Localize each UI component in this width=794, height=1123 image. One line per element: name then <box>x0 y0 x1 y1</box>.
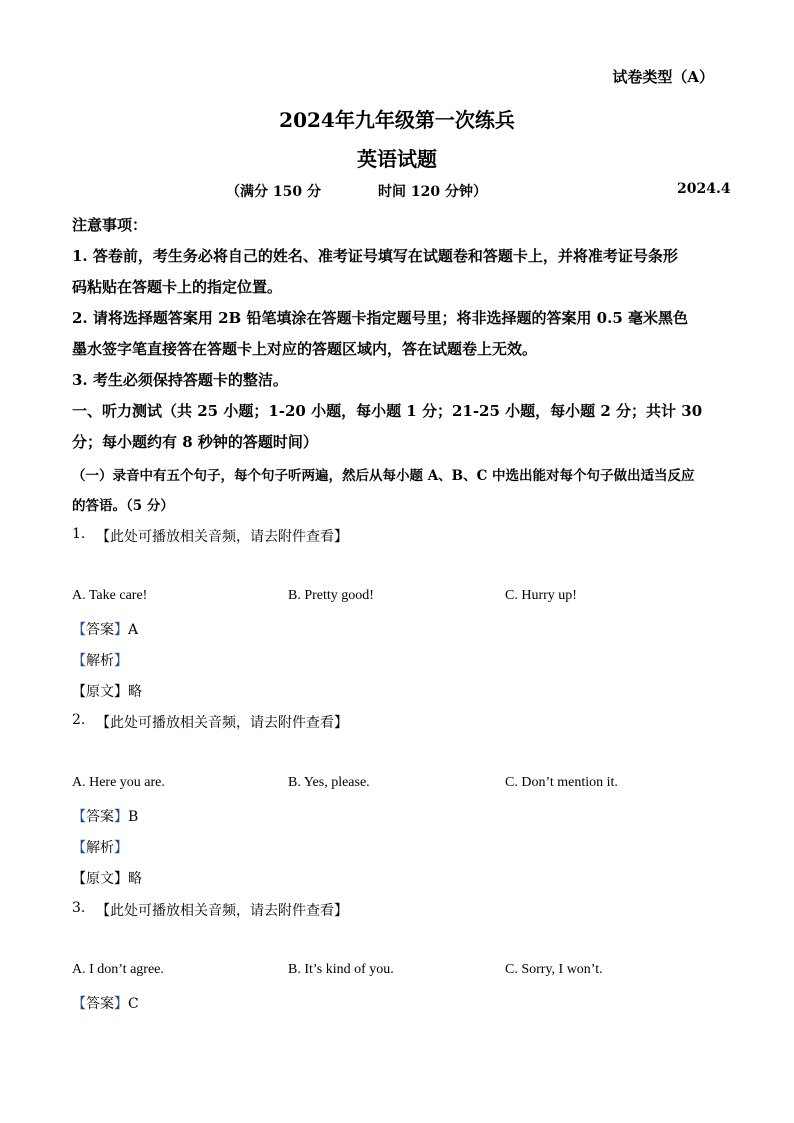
original-value: 略 <box>128 871 142 887</box>
note-2-line-1: 2. 请将选择题答案用 2B 铅笔填涂在答题卡指定题号里；将非选择题的答案用 0.5 毫米黑色 <box>72 309 688 327</box>
paper-type-label: 试卷类型（A） <box>612 68 714 86</box>
audio-placeholder: 【此处可播放相关音频，请去附件查看】 <box>96 715 348 731</box>
option-c: C. Sorry, I won’t. <box>505 962 603 977</box>
exam-date: 2024.4 <box>677 181 731 197</box>
analysis-row <box>72 650 128 670</box>
part-instructions-line-1: （一）录音中有五个句子，每个句子听两遍，然后从每小题 A、B、C 中选出能对每个句子做出适当反应 <box>72 468 695 484</box>
time-info: 时间 120 分钟） <box>378 184 487 200</box>
exam-subtitle: 英语试题 <box>357 147 437 171</box>
bracket-close: 】 <box>114 622 128 638</box>
audio-placeholder: 【此处可播放相关音频，请去附件查看】 <box>96 903 348 919</box>
answer-label: 答案 <box>86 996 114 1012</box>
bracket-open: 【 <box>72 653 86 669</box>
score-info: （满分 150 分 <box>226 184 321 200</box>
bracket-open: 【 <box>72 809 86 825</box>
bracket-close: 】 <box>114 996 128 1012</box>
answer-row <box>72 619 138 639</box>
bracket-close: 】 <box>114 840 128 856</box>
original-row <box>72 868 142 888</box>
bracket-close: 】 <box>114 871 128 887</box>
bracket-close: 】 <box>114 809 128 825</box>
bracket-open: 【 <box>72 622 86 638</box>
note-1-line-1: 1. 答卷前，考生务必将自己的姓名、准考证号填写在试题卷和答题卡上，并将准考证号条形 <box>72 247 678 265</box>
bracket-open: 【 <box>72 871 86 887</box>
answer-value: B <box>128 809 139 825</box>
answer-value: C <box>128 996 139 1012</box>
section-title-line-1: 一、听力测试（共 25 小题；1-20 小题，每小题 1 分；21-25 小题，每小题 2 分；共计 30 <box>72 402 703 420</box>
option-c: C. Don’t mention it. <box>505 775 618 790</box>
question-number: 3. <box>72 900 86 916</box>
notes-heading: 注意事项： <box>72 216 148 234</box>
analysis-label: 解析 <box>86 840 114 856</box>
answer-row <box>72 993 139 1013</box>
analysis-row <box>72 837 128 857</box>
section-title-line-2: 分；每小题约有 8 秒钟的答题时间） <box>72 433 318 451</box>
answer-row <box>72 806 138 826</box>
original-label: 原文 <box>86 871 114 887</box>
note-1-line-2: 码粘贴在答题卡上的指定位置。 <box>72 278 283 296</box>
original-value: 略 <box>128 684 142 700</box>
note-2-line-2: 墨水签字笔直接答在答题卡上对应的答题区域内，答在试题卷上无效。 <box>72 340 538 358</box>
option-a: A. Take care! <box>72 588 148 603</box>
option-a: A. Here you are. <box>72 775 165 790</box>
part-instructions-line-2: 的答语。（5 分） <box>72 498 174 514</box>
option-b: B. Pretty good! <box>288 588 374 603</box>
option-a: A. I don’t agree. <box>72 962 164 977</box>
bracket-open: 【 <box>72 840 86 856</box>
question-number: 2. <box>72 712 86 728</box>
original-label: 原文 <box>86 684 114 700</box>
bracket-open: 【 <box>72 996 86 1012</box>
bracket-open: 【 <box>72 684 86 700</box>
analysis-label: 解析 <box>86 653 114 669</box>
bracket-close: 】 <box>114 653 128 669</box>
audio-placeholder: 【此处可播放相关音频，请去附件查看】 <box>96 529 348 545</box>
question-number: 1. <box>72 526 86 542</box>
option-b: B. It’s kind of you. <box>288 962 394 977</box>
note-3: 3. 考生必须保持答题卡的整洁。 <box>72 371 288 389</box>
answer-value: A <box>128 622 139 638</box>
exam-title: 2024年九年级第一次练兵 <box>279 108 515 132</box>
option-b: B. Yes, please. <box>288 775 370 790</box>
option-c: C. Hurry up! <box>505 588 577 603</box>
answer-label: 答案 <box>86 809 114 825</box>
original-row <box>72 681 142 701</box>
bracket-close: 】 <box>114 684 128 700</box>
answer-label: 答案 <box>86 622 114 638</box>
